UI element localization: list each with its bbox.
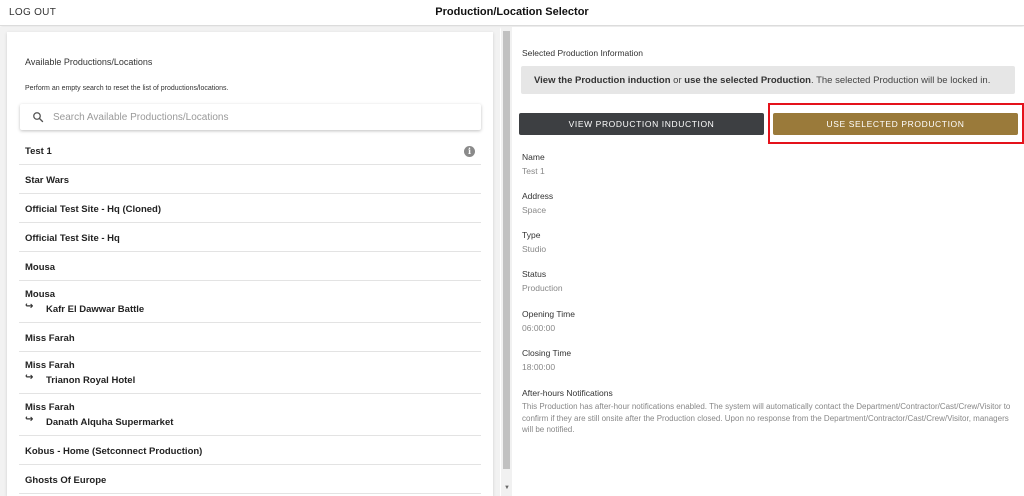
field-label: Address <box>522 191 554 201</box>
page-title: Production/Location Selector <box>435 6 589 18</box>
scrollbar-thumb[interactable] <box>503 31 510 469</box>
field-label: Status <box>522 269 547 279</box>
item-title: Test 1 <box>25 146 52 157</box>
field-value: Space <box>522 205 547 215</box>
item-title: Mousa <box>25 289 56 300</box>
field-after-hours-notifications <box>522 388 1016 436</box>
search-input[interactable] <box>53 108 473 126</box>
item-title: Star Wars <box>25 175 69 186</box>
list-item[interactable] <box>19 281 481 323</box>
logout-button[interactable]: LOG OUT <box>9 7 57 18</box>
field-value: Test 1 <box>522 166 545 176</box>
field-name <box>522 152 545 177</box>
left-panel-area <box>0 27 500 496</box>
item-title: Miss Farah <box>25 360 75 371</box>
highlight-box <box>768 103 1024 144</box>
search-box[interactable] <box>20 104 481 130</box>
left-scrollbar[interactable] <box>501 27 512 496</box>
info-icon[interactable]: i <box>464 146 475 157</box>
list-item[interactable] <box>19 223 481 252</box>
item-title: Official Test Site - Hq <box>25 233 120 244</box>
field-label: Opening Time <box>522 309 575 319</box>
field-value: 18:00:00 <box>522 362 556 372</box>
item-sublocation: Danath Alquha Supermarket <box>46 417 174 428</box>
view-production-induction-button[interactable]: VIEW PRODUCTION INDUCTION <box>519 113 764 135</box>
list-item[interactable] <box>19 252 481 281</box>
field-type <box>522 230 546 255</box>
banner-bold-view: View the Production induction <box>534 75 671 86</box>
field-label: Name <box>522 152 545 162</box>
sublocation-arrow-icon: ↪ <box>25 372 34 383</box>
item-sublocation: Kafr El Dawwar Battle <box>46 304 145 315</box>
list-item[interactable] <box>19 194 481 223</box>
use-selected-production-button[interactable]: USE SELECTED PRODUCTION <box>773 113 1018 135</box>
banner-bold-use: use the selected Production <box>684 75 811 86</box>
item-title: Official Test Site - Hq (Cloned) <box>25 204 161 215</box>
item-sublocation: Trianon Royal Hotel <box>46 375 136 386</box>
list-item[interactable] <box>19 165 481 194</box>
scroll-down-arrow-icon[interactable]: ▼ <box>504 485 510 491</box>
productions-list <box>19 136 481 494</box>
field-address <box>522 191 553 216</box>
search-hint: Perform an empty search to reset the list of productions/locations. <box>25 85 229 92</box>
banner-or: or <box>670 75 685 86</box>
selected-production-heading: Selected Production Information <box>522 48 643 58</box>
field-label: Type <box>522 230 541 240</box>
sublocation-arrow-icon: ↪ <box>25 301 34 312</box>
list-item[interactable] <box>19 323 481 352</box>
item-title: Kobus - Home (Setconnect Production) <box>25 446 203 457</box>
notifications-description: This Production has after-hour notifications enabled. The system will automatically contact the Department/Contractor/Cast/Crew/Visitor to confirm if they are still onsite after the Production closed. Upon no response from the Department/Contractor/Cast/Crew/Visitor, managers will be notified. <box>522 402 1011 434</box>
sublocation-arrow-icon: ↪ <box>25 414 34 425</box>
available-productions-heading: Available Productions/Locations <box>25 57 153 67</box>
field-value: Production <box>522 283 563 293</box>
field-status <box>522 269 563 294</box>
banner-text <box>534 75 990 86</box>
productions-card <box>7 32 493 496</box>
list-item[interactable] <box>19 465 481 494</box>
field-label: Closing Time <box>522 348 572 358</box>
field-value: Studio <box>522 244 547 254</box>
top-bar <box>0 0 1024 26</box>
list-item[interactable] <box>19 394 481 436</box>
item-title: Miss Farah <box>25 333 75 344</box>
item-title: Mousa <box>25 262 56 273</box>
list-item[interactable] <box>19 436 481 465</box>
field-opening-time <box>522 309 575 334</box>
item-title: Ghosts Of Europe <box>25 475 107 486</box>
item-title: Miss Farah <box>25 402 75 413</box>
list-item[interactable] <box>19 352 481 394</box>
field-label: After-hours Notifications <box>522 388 613 398</box>
banner-tail: . The selected Production will be locked in. <box>810 75 991 86</box>
field-value: 06:00:00 <box>522 323 556 333</box>
selected-production-panel <box>512 27 1024 496</box>
search-icon <box>32 111 44 123</box>
field-closing-time <box>522 348 571 373</box>
list-item[interactable] <box>19 136 481 165</box>
instruction-banner <box>521 66 1015 94</box>
